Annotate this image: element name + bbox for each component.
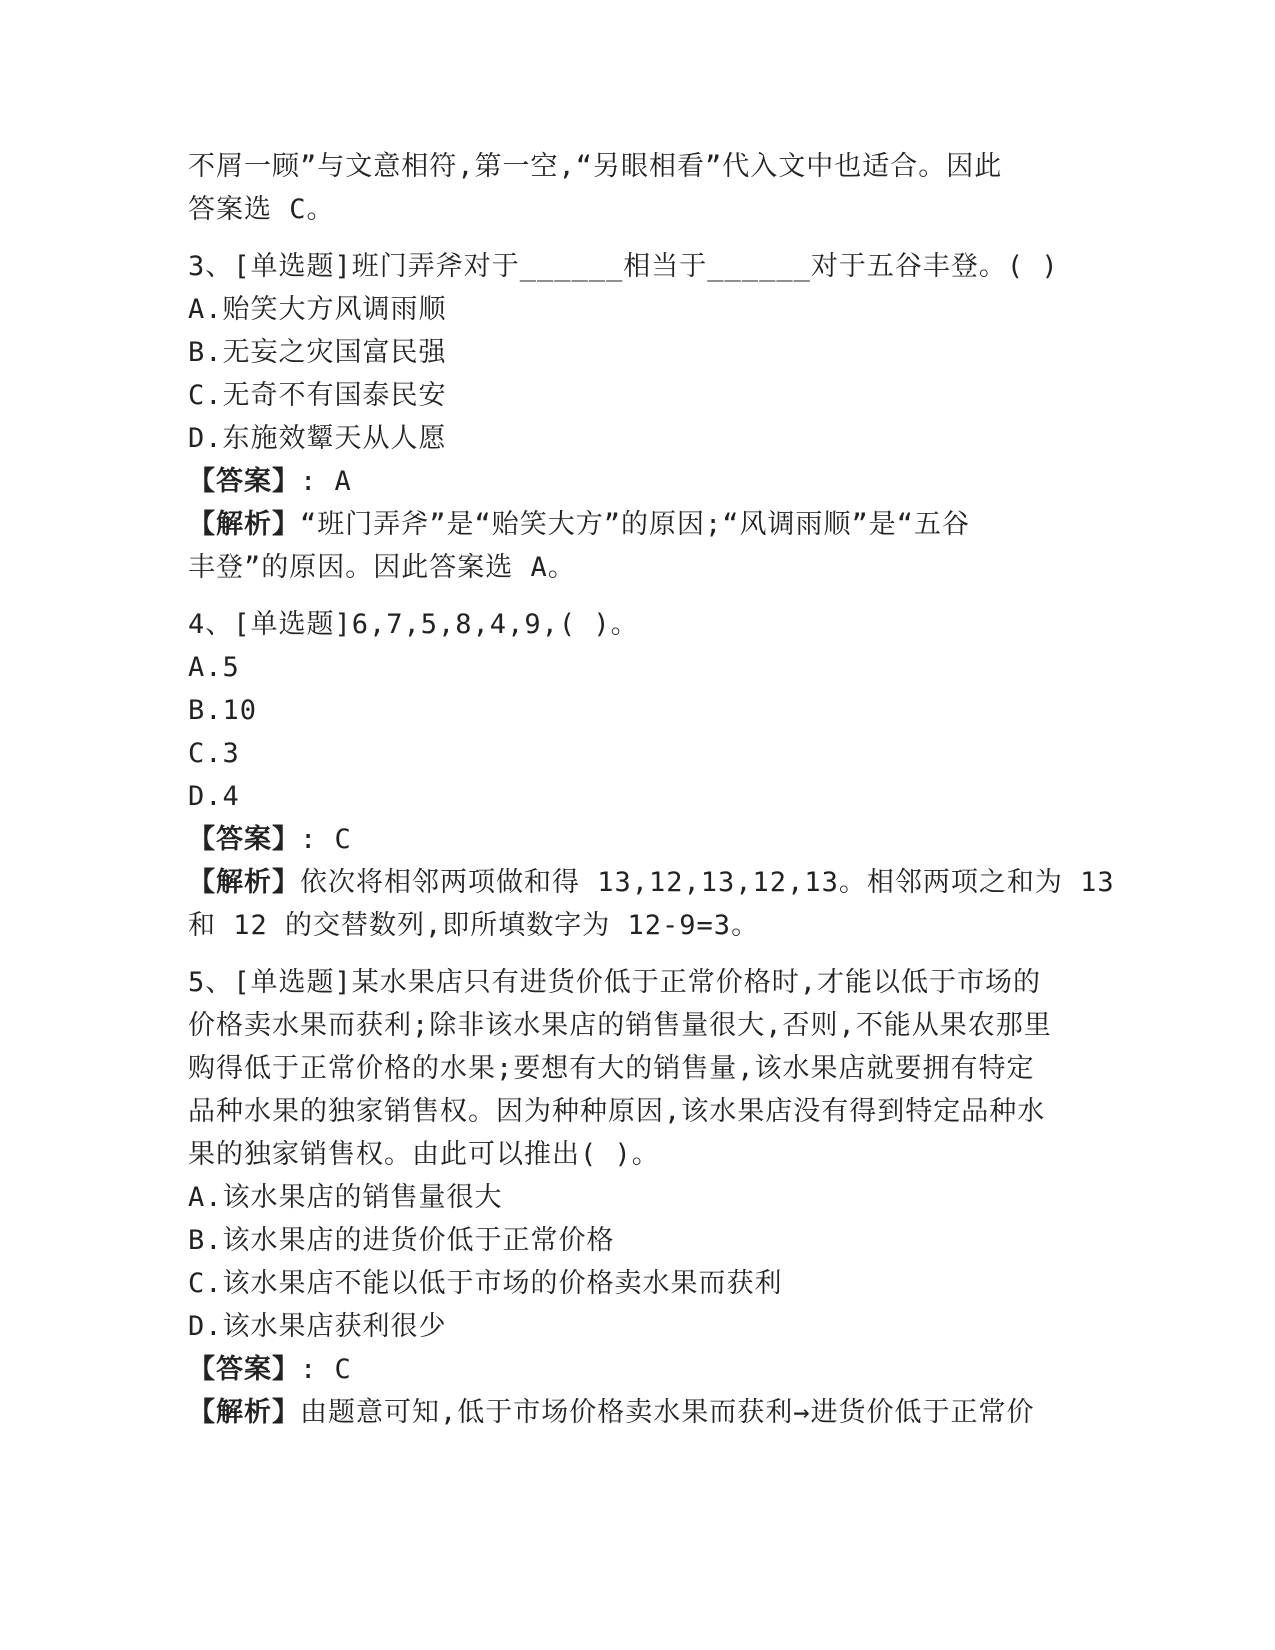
option-c: C.无奇不有国泰民安 <box>188 380 447 411</box>
option-a: A.贻笑大方风调雨顺 <box>188 294 447 325</box>
option-b: B.10 <box>188 695 258 726</box>
option-a: A.5 <box>188 652 240 683</box>
question-stem: 5、[单选题]某水果店只有进货价低于正常价格时,才能以低于市场的 <box>188 967 1042 998</box>
option-b: B.该水果店的进货价低于正常价格 <box>188 1225 615 1256</box>
analysis-line <box>188 1391 1088 1434</box>
option-a: A.该水果店的销售量很大 <box>188 1182 503 1213</box>
intro-line: 不屑一顾”与文意相符,第一空,“另眼相看”代入文中也适合。因此 <box>188 151 1003 182</box>
answer-label: 【答案】 <box>188 466 300 497</box>
option-c: C.3 <box>188 738 240 769</box>
answer-label: 【答案】 <box>188 824 300 855</box>
analysis-line <box>188 861 1115 904</box>
question-3 <box>188 245 1088 589</box>
answer-value: : C <box>300 824 352 855</box>
question-stem: 品种水果的独家销售权。因为种种原因,该水果店没有得到特定品种水 <box>188 1096 1046 1127</box>
answer-value: : C <box>300 1354 352 1385</box>
question-stem: 购得低于正常价格的水果;要想有大的销售量,该水果店就要拥有特定 <box>188 1053 1035 1084</box>
question-stem: 4、[单选题]6,7,5,8,4,9,( )。 <box>188 609 639 640</box>
question-stem: 3、[单选题]班门弄斧对于______相当于______对于五谷丰登。( ) <box>188 251 1059 282</box>
answer-line <box>188 460 1088 503</box>
option-d: D.该水果店获利很少 <box>188 1311 447 1342</box>
analysis-label: 【解析】 <box>188 867 300 898</box>
analysis-line <box>188 503 1088 546</box>
analysis-line: 和 12 的交替数列,即所填数字为 12-9=3。 <box>188 910 760 941</box>
answer-label: 【答案】 <box>188 1354 300 1385</box>
answer-line <box>188 818 1088 861</box>
analysis-line: 丰登”的原因。因此答案选 A。 <box>188 552 576 583</box>
option-c: C.该水果店不能以低于市场的价格卖水果而获利 <box>188 1268 783 1299</box>
analysis-label: 【解析】 <box>188 509 300 540</box>
question-4 <box>188 603 1115 947</box>
question-5 <box>188 961 1088 1434</box>
option-d: D.4 <box>188 781 240 812</box>
intro-line: 答案选 C。 <box>188 194 335 225</box>
analysis-label: 【解析】 <box>188 1397 300 1428</box>
question-stem: 果的独家销售权。由此可以推出( )。 <box>188 1139 660 1170</box>
answer-line <box>188 1348 1088 1391</box>
analysis-text: 依次将相邻两项做和得 13,12,13,12,13。相邻两项之和为 13 <box>300 867 1115 898</box>
analysis-text: 由题意可知,低于市场价格卖水果而获利→进货价低于正常价 <box>300 1397 1035 1428</box>
option-d: D.东施效颦天从人愿 <box>188 423 447 454</box>
analysis-text: “班门弄斧”是“贻笑大方”的原因;“风调雨顺”是“五谷 <box>300 509 971 540</box>
option-b: B.无妄之灾国富民强 <box>188 337 447 368</box>
document-page <box>188 145 1115 1434</box>
question-stem: 价格卖水果而获利;除非该水果店的销售量很大,否则,不能从果农那里 <box>188 1010 1052 1041</box>
answer-value: : A <box>300 466 352 497</box>
intro-block <box>188 145 1088 231</box>
